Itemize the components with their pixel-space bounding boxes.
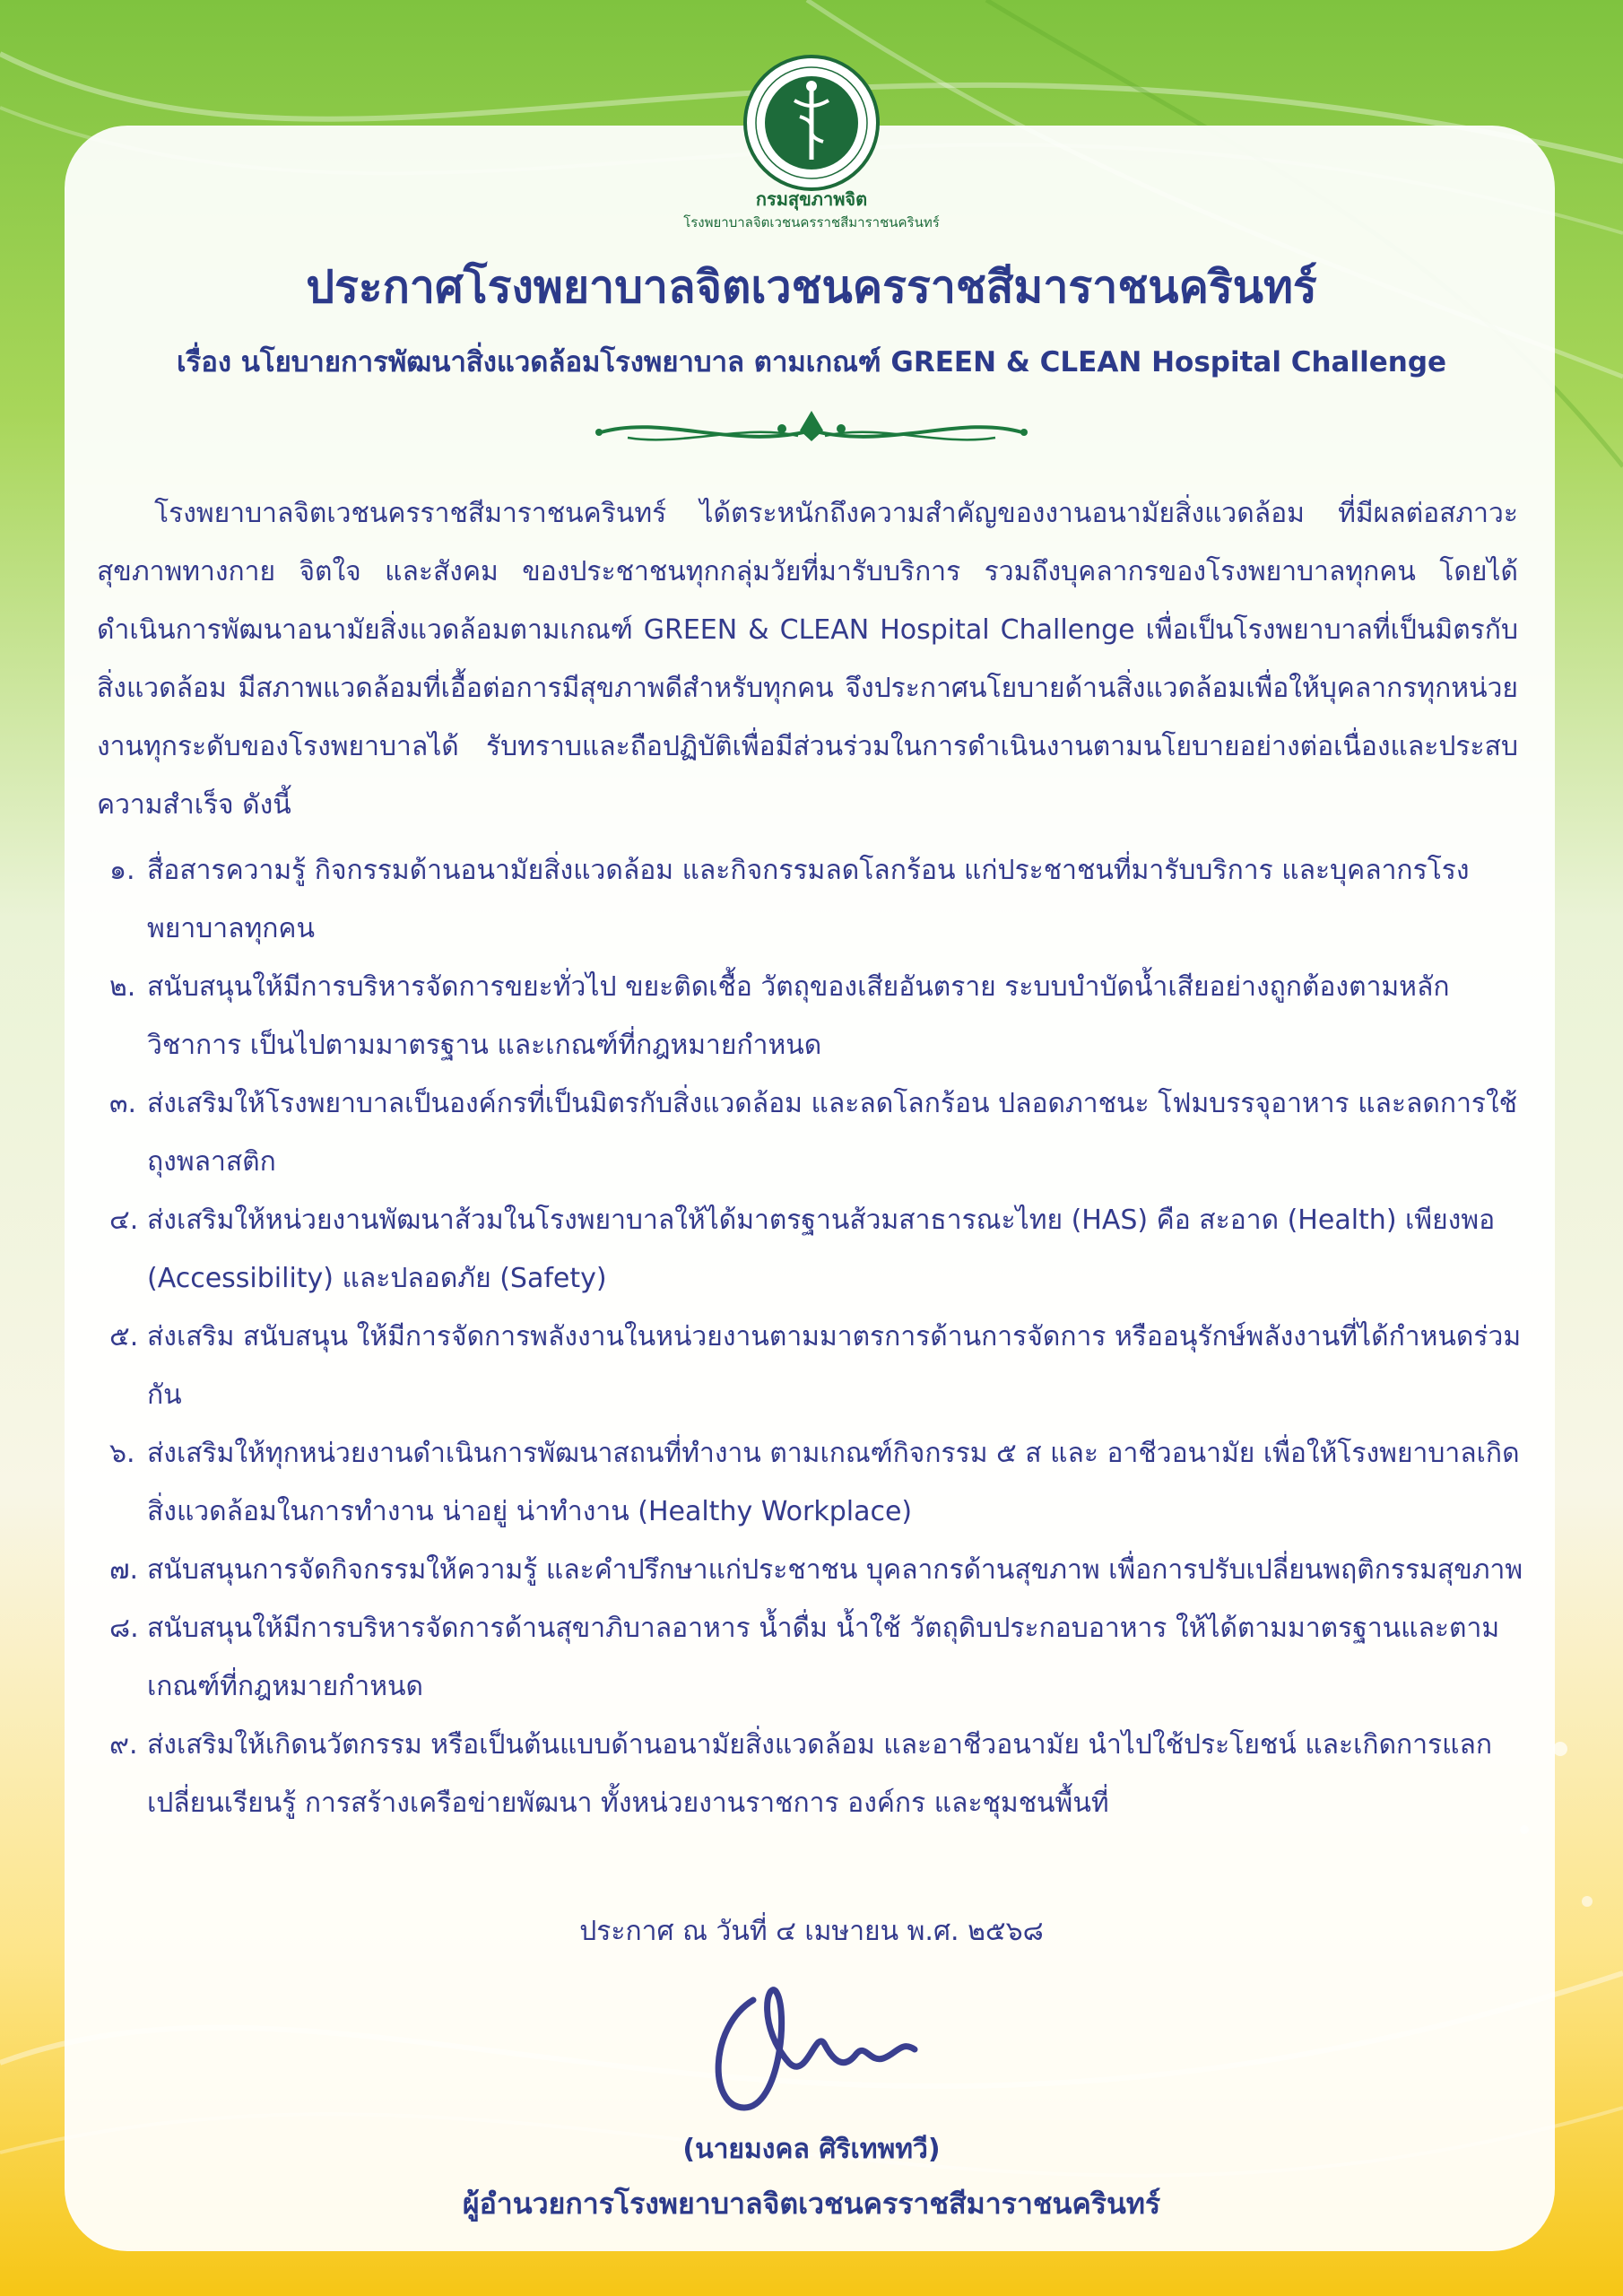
list-text: สนับสนุนให้มีการบริหารจัดการด้านสุขาภิบาลอาหาร น้ำดื่ม น้ำใช้ วัตถุดิบประกอบอาหาร ให้ได้ตามมาตรฐานและตามเกณฑ์ที่กฎหมายกำหนด xyxy=(147,1613,1500,1702)
list-text: สนับสนุนการจัดกิจกรรมให้ความรู้ และคำปรึกษาแก่ประชาชน บุคลากรด้านสุขภาพ เพื่อการปรับเปลี่ยนพฤติกรรมสุขภาพ xyxy=(147,1554,1523,1586)
list-item xyxy=(109,841,1526,958)
announcement-date: ประกาศ ณ วันที่ ๔ เมษายน พ.ศ. ๒๕๖๘ xyxy=(579,1916,1044,1947)
list-number: ๑. xyxy=(109,855,135,886)
list-item xyxy=(109,1599,1526,1716)
list-item xyxy=(109,958,1526,1074)
handwritten-signature xyxy=(690,1973,933,2117)
ornament-divider-icon xyxy=(592,405,1031,457)
list-number: ๙. xyxy=(109,1729,138,1761)
list-number: ๗. xyxy=(109,1554,139,1586)
list-item xyxy=(109,1541,1526,1599)
hospital-name-small: โรงพยาบาลจิตเวชนครราชสีมาราชนครินทร์ xyxy=(683,214,940,230)
list-text: ส่งเสริมให้เกิดนวัตกรรม หรือเป็นต้นแบบด้านอนามัยสิ่งแวดล้อม และอาชีวอนามัย นำไปใช้ประโยชน์ และเกิดการแลกเปลี่ยนเรียนรู้ การสร้างเครือข่ายพัฒนา ทั้งหน่วยงานราชการ องค์กร และชุมชนพื้นที่ xyxy=(147,1729,1493,1819)
list-item xyxy=(109,1308,1526,1424)
list-number: ๕. xyxy=(109,1321,139,1352)
policy-list xyxy=(109,841,1526,1832)
list-text: ส่งเสริม สนับสนุน ให้มีการจัดการพลังงานในหน่วยงานตามมาตรการด้านการจัดการ หรืออนุรักษ์พลังงานที่ได้กำหนดร่วมกัน xyxy=(147,1321,1522,1411)
list-number: ๘. xyxy=(109,1613,139,1644)
list-item xyxy=(109,1191,1526,1308)
department-name: กรมสุขภาพจิต xyxy=(755,188,868,210)
list-text: ส่งเสริมให้โรงพยาบาลเป็นองค์กรที่เป็นมิตรกับสิ่งแวดล้อม และลดโลกร้อน ปลอดภาชนะ โฟมบรรจุอาหาร และลดการใช้ถุงพลาสติก xyxy=(147,1088,1518,1178)
signer-name: (นายมงคล ศิริเทพทวี) xyxy=(682,2134,941,2165)
list-number: ๔. xyxy=(109,1205,139,1236)
list-text: สื่อสารความรู้ กิจกรรมด้านอนามัยสิ่งแวดล้อม และกิจกรรมลดโลกร้อน แก่ประชาชนที่มารับบริการ และบุคลากรโรงพยาบาลทุกคน xyxy=(147,855,1470,944)
page-subtitle: เรื่อง นโยบายการพัฒนาสิ่งแวดล้อมโรงพยาบาล ตามเกณฑ์ GREEN & CLEAN Hospital Challenge xyxy=(176,346,1447,378)
list-item xyxy=(109,1074,1526,1191)
page-title: ประกาศโรงพยาบาลจิตเวชนครราชสีมาราชนครินทร์ xyxy=(306,261,1317,313)
list-number: ๓. xyxy=(109,1088,137,1119)
list-item xyxy=(109,1716,1526,1832)
list-item xyxy=(109,1424,1526,1541)
list-number: ๖. xyxy=(109,1438,135,1469)
signer-title: ผู้อำนวยการโรงพยาบาลจิตเวชนครราชสีมาราชนครินทร์ xyxy=(462,2187,1161,2221)
ministry-of-public-health-seal-icon xyxy=(742,54,881,192)
list-number: ๒. xyxy=(109,971,136,1003)
list-text: สนับสนุนให้มีการบริหารจัดการขยะทั่วไป ขยะติดเชื้อ วัตถุของเสียอันตราย ระบบบำบัดน้ำเสียอย่างถูกต้องตามหลักวิชาการ เป็นไปตามมาตรฐาน และเกณฑ์ที่กฎหมายกำหนด xyxy=(147,971,1450,1061)
intro-paragraph: โรงพยาบาลจิตเวชนครราชสีมาราชนครินทร์ ได้ตระหนักถึงความสำคัญของงานอนามัยสิ่งแวดล้อม ที่มีผลต่อสภาวะสุขภาพทางกาย จิตใจ และสังคม ของประชาชนทุกกลุ่มวัยที่มารับบริการ รวมถึงบุคลากรของโรงพยาบาลทุกคน โดยได้ดำเนินการพัฒนาอนามัยสิ่งแวดล้อมตามเกณฑ์ GREEN & CLEAN Hospital Challenge เพื่อเป็นโรงพยาบาลที่เป็นมิตรกับสิ่งแวดล้อม มีสภาพแวดล้อมที่เอื้อต่อการมีสุขภาพดีสำหรับทุกคน จึงประกาศนโยบายด้านสิ่งแวดล้อมเพื่อให้บุคลากรทุกหน่วยงานทุกระดับของโรงพยาบาลได้ รับทราบและถือปฏิบัติเพื่อมีส่วนร่วมในการดำเนินงานตามนโยบายอย่างต่อเนื่องและประสบความสำเร็จ ดังนี้ xyxy=(97,498,1518,821)
list-text: ส่งเสริมให้ทุกหน่วยงานดำเนินการพัฒนาสถนที่ทำงาน ตามเกณฑ์กิจกรรม ๕ ส และ อาชีวอนามัย เพื่อให้โรงพยาบาลเกิดสิ่งแวดล้อมในการทำงาน น่าอยู่ น่าทำงาน (Healthy Workplace) xyxy=(147,1438,1520,1527)
list-text: ส่งเสริมให้หน่วยงานพัฒนาส้วมในโรงพยาบาลให้ได้มาตรฐานส้วมสาธารณะไทย (HAS) คือ สะอาด (Health) เพียงพอ (Accessibility) และปลอดภัย (Safety) xyxy=(147,1205,1496,1294)
